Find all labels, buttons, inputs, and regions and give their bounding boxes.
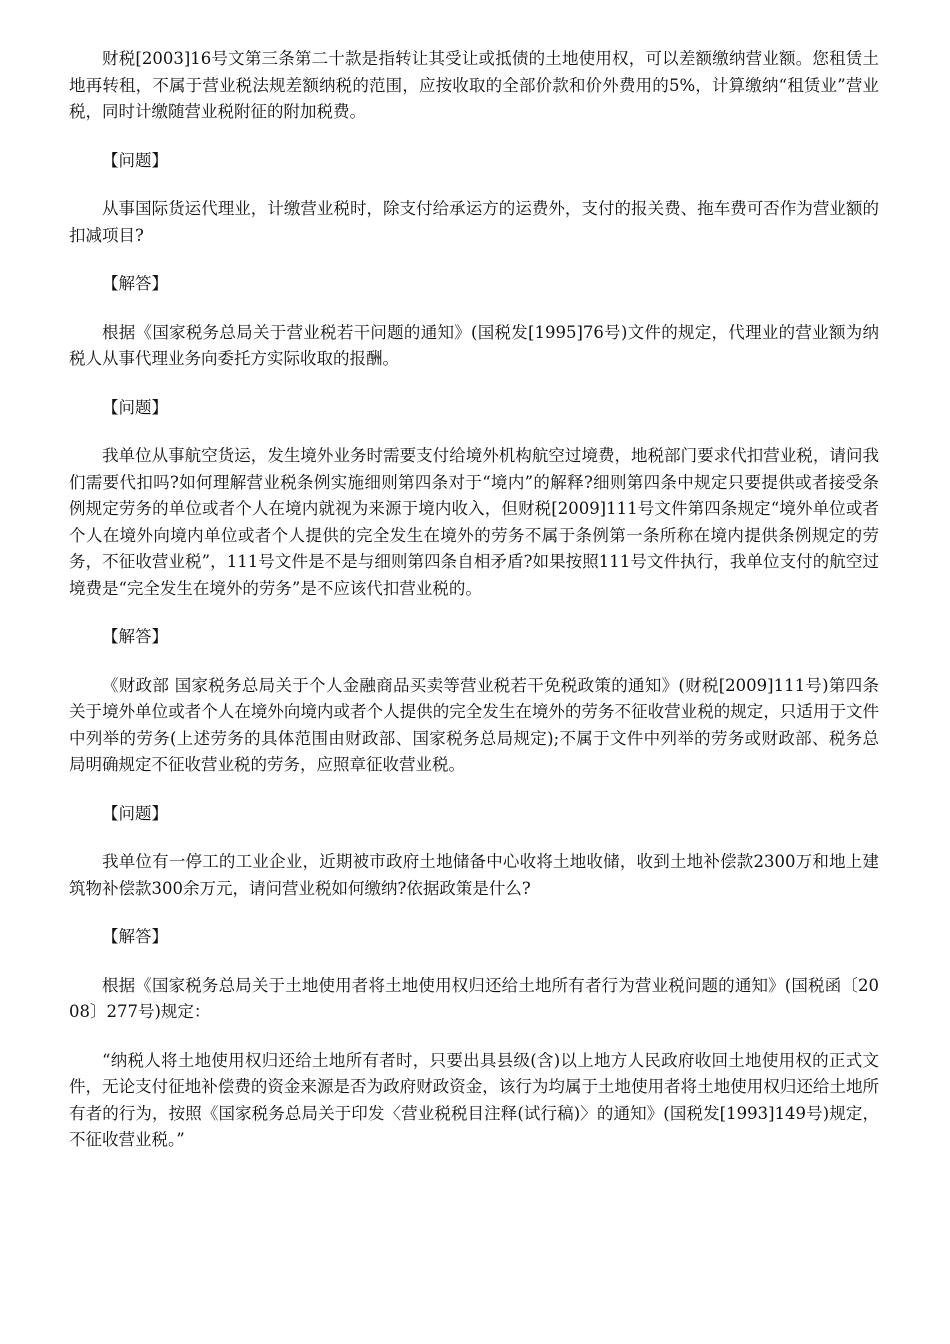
paragraph-rental-land-tax: 财税[2003]16号文第三条第二十款是指转让其受让或抵债的土地使用权，可以差额缴纳营业额。您租赁土地再转租，不属于营业税法规差额纳税的范围，应按收取的全部价款和价外费用的5%，计算缴纳“租赁业”营业税，同时计缴随营业税附征的附加税费。 <box>69 49 879 121</box>
document-page <box>69 46 879 1176</box>
paragraph-quoted-regulation: “纳税人将土地使用权归还给土地所有者时，只要出具县级(含)以上地方人民政府收回土地使用权的正式文件，无论支付征地补偿费的资金来源是否为政府财政资金，该行为均属于土地使用者将土地使用权归还给土地所有者的行为，按照《国家税务总局关于印发〈营业税税目注释(试行稿)〉的通知》(国税发[1993]149号)规定，不征收营业税。” <box>69 1050 879 1149</box>
paragraph-air-cargo-question: 我单位从事航空货运，发生境外业务时需要支付给境外机构航空过境费，地税部门要求代扣营业税，请问我们需要代扣吗?如何理解营业税条例实施细则第四条对于“境内”的解释?细则第四条中规定只要提供或者接受条例规定劳务的单位或者个人在境内就视为来源于境内收入，但财税[2009]111号文件第四条规定“境外单位或者个人在境外向境内单位或者个人提供的完全发生在境外的劳务不属于条例第一条所称在境内提供条例规定的劳务，不征收营业税”，111号文件是不是与细则第四条自相矛盾?如果按照111号文件执行，我单位支付的航空过境费是“完全发生在境外的劳务”是不应该代扣营业税的。 <box>69 446 879 598</box>
paragraph-freight-agent-question: 从事国际货运代理业，计缴营业税时，除支付给承运方的运费外，支付的报关费、拖车费可否作为营业额的扣减项目? <box>69 199 879 245</box>
question-heading: 【问题】 <box>102 397 168 417</box>
answer-heading: 【解答】 <box>102 274 168 293</box>
paragraph-air-cargo-answer: 《财政部 国家税务总局关于个人金融商品买卖等营业税若干免税政策的通知》(财税[2009]111号)第四条关于境外单位或者个人在境外向境内或者个人提供的完全发生在境外的劳务不征收营业税的规定，只适用于文件中列举的劳务(上述劳务的具体范围由财政部、国家税务总局规定);不属于文件中列举的劳务或财政部、税务总局明确规定不征收营业税的劳务，应照章征收营业税。 <box>69 675 879 774</box>
question-heading: 【问题】 <box>102 803 168 823</box>
answer-heading: 【解答】 <box>102 627 168 646</box>
answer-heading: 【解答】 <box>102 927 168 946</box>
paragraph-freight-agent-answer: 根据《国家税务总局关于营业税若干问题的通知》(国税发[1995]76号)文件的规定，代理业的营业额为纳税人从事代理业务向委托方实际收取的报酬。 <box>69 322 879 368</box>
paragraph-land-reserve-question: 我单位有一停工的工业企业，近期被市政府土地储备中心收将土地收储，收到土地补偿款2300万和地上建筑物补偿款300余万元，请问营业税如何缴纳?依据政策是什么? <box>69 852 879 898</box>
question-heading: 【问题】 <box>102 150 168 170</box>
paragraph-land-reserve-answer: 根据《国家税务总局关于土地使用者将土地使用权归还给土地所有者行为营业税问题的通知》(国税函〔2008〕277号)规定： <box>69 975 879 1021</box>
